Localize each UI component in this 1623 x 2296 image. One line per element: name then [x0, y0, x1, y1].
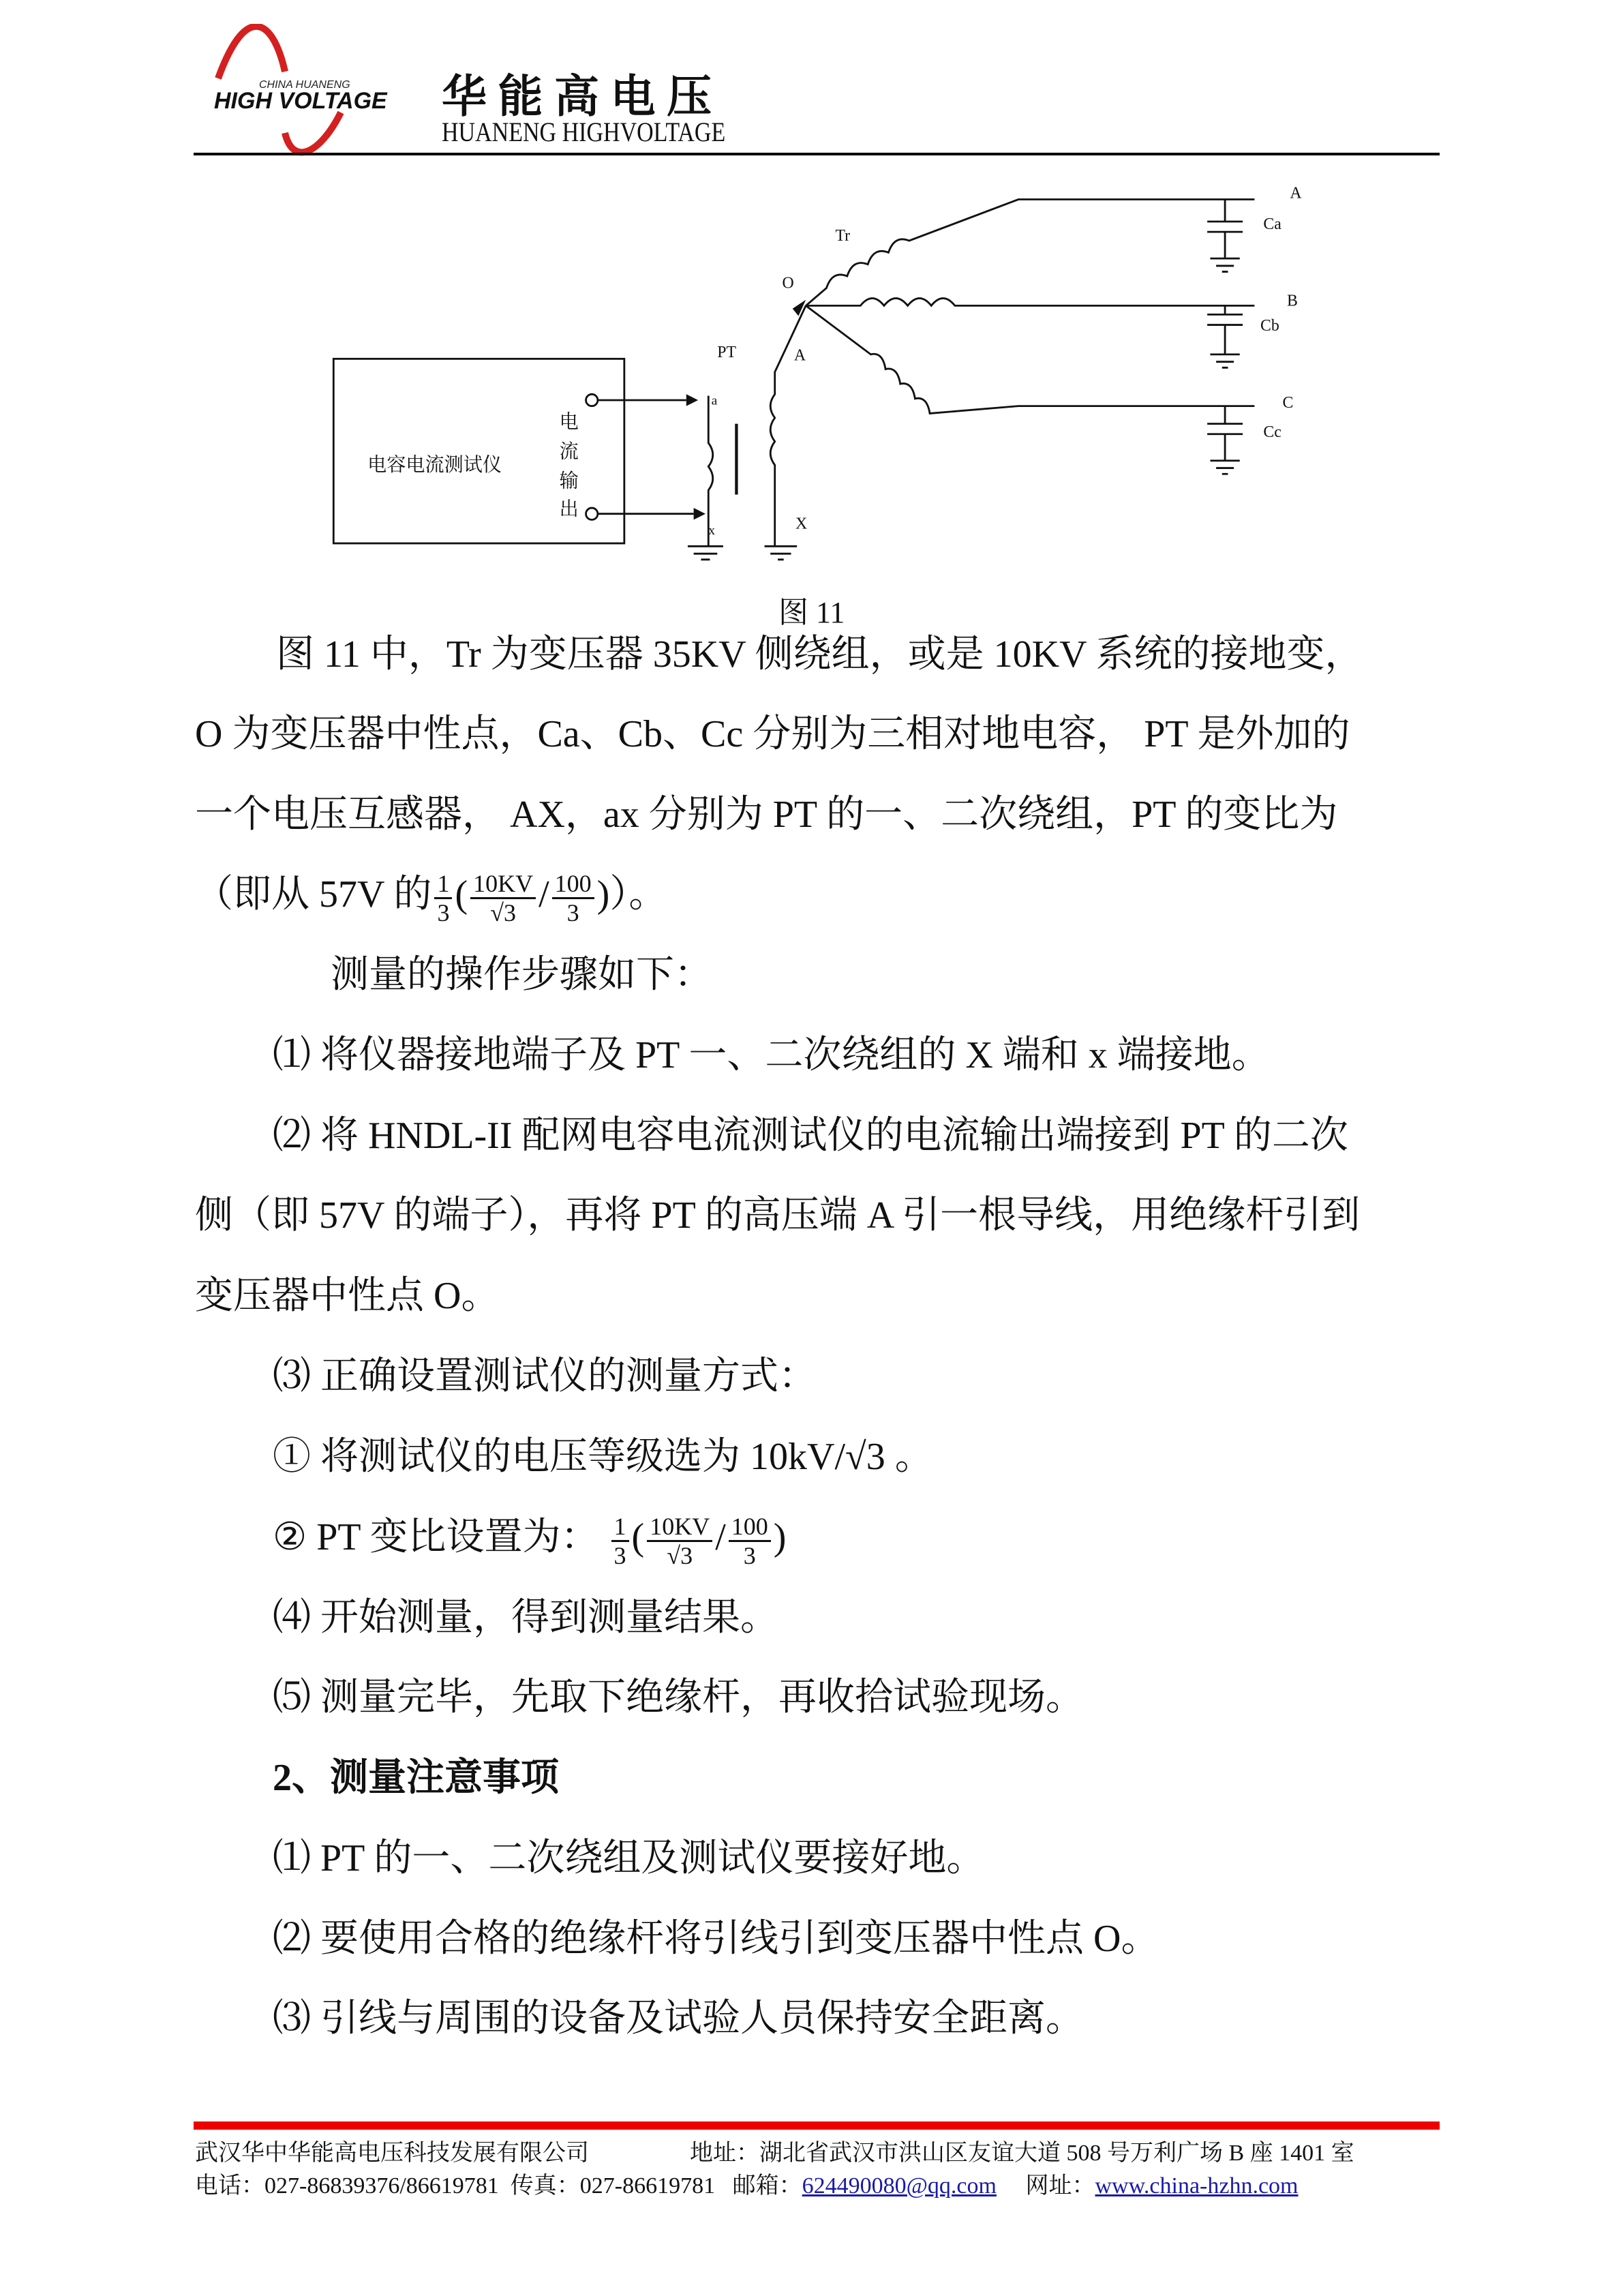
svg-text:PT: PT — [717, 344, 737, 362]
formula-coef: $\frac{1}{3}$ — [434, 870, 452, 926]
circuit-diagram — [295, 170, 1331, 569]
step-3-sub-2: ② PT 变比设置为： $\frac{1}{3}$ ( $\frac{10KV}{√3}$ / $\frac{100}{3}$ ) — [273, 1512, 787, 1569]
svg-text:A: A — [1290, 184, 1302, 202]
footer-fax: 传真：027-86619781 — [510, 2173, 716, 2199]
footer-rule — [194, 2121, 1440, 2130]
svg-text:A: A — [793, 346, 806, 365]
step-3-sub-1: ① 将测试仪的电压等级选为 10kV/√3 。 — [273, 1436, 933, 1478]
svg-text:电容电流测试仪: 电容电流测试仪 — [367, 454, 502, 476]
huaneng-logo — [204, 24, 429, 160]
step-2: 变压器中性点 O。 — [195, 1275, 500, 1317]
email-link[interactable]: 624490080@qq.com — [802, 2173, 997, 2199]
paragraph-line-formula: （即从 57V 的 $\frac{1}{3}$ ( $\frac{10KV}{√3}$ / $\frac{100}{3}$ )）。 — [195, 869, 667, 926]
company-title-cn: 华 能 高 电 压 — [442, 72, 712, 122]
svg-text:a: a — [711, 393, 718, 408]
svg-text:Ca: Ca — [1263, 215, 1281, 233]
note-2: ⑵ 要使用合格的绝缘杆将引线引到变压器中性点 O。 — [273, 1918, 1159, 1960]
steps-title: 测量的操作步骤如下： — [331, 954, 712, 996]
step-4: ⑷ 开始测量，得到测量结果。 — [273, 1597, 778, 1639]
svg-text:Cb: Cb — [1260, 317, 1279, 335]
step-1: ⑴ 将仪器接地端子及 PT 一、二次绕组的 X 端和 x 端接地。 — [273, 1034, 1270, 1076]
paragraph-line: 一个电压互感器， AX，ax 分别为 PT 的一、二次绕组，PT 的变比为 — [195, 794, 1338, 836]
figure-caption: 图 11 — [778, 596, 845, 629]
svg-text:流: 流 — [559, 441, 579, 463]
svg-text:出: 出 — [559, 498, 579, 520]
svg-text:Cc: Cc — [1263, 423, 1281, 442]
footer-phone: 电话：027-86839376/86619781 — [195, 2173, 499, 2199]
note-3: ⑶ 引线与周围的设备及试验人员保持安全距离。 — [273, 1997, 1084, 2040]
footer-address: 地址：湖北省武汉市洪山区友谊大道 508 号万利广场 B 座 1401 室 — [690, 2141, 1354, 2166]
header-rule — [194, 153, 1440, 155]
svg-text:x: x — [708, 524, 716, 539]
svg-text:X: X — [795, 515, 808, 533]
footer-contact: 电话：027-86839376/86619781 传真：027-86619781 邮箱：624490080@qq.com 网址：www.china-hzhn.com — [195, 2173, 1299, 2199]
paragraph-line: O 为变压器中性点，Ca、Cb、Cc 分别为三相对地电容， PT 是外加的 — [195, 713, 1350, 755]
svg-text:CHINA HUANENG: CHINA HUANENG — [259, 79, 350, 91]
svg-text:HIGH VOLTAGE: HIGH VOLTAGE — [214, 88, 387, 114]
svg-text:B: B — [1287, 292, 1298, 310]
svg-text:Tr: Tr — [835, 227, 851, 245]
section-heading: 2、测量注意事项 — [273, 1757, 559, 1799]
svg-text:电: 电 — [559, 412, 579, 434]
website-link[interactable]: www.china-hzhn.com — [1095, 2173, 1299, 2199]
instrument-box — [333, 359, 624, 543]
step-3: ⑶ 正确设置测试仪的测量方式： — [273, 1355, 817, 1398]
step-2: ⑵ 将 HNDL-II 配网电容电流测试仪的电流输出端接到 PT 的二次 — [273, 1115, 1348, 1157]
paragraph-line: 图 11 中，Tr 为变压器 35KV 侧绕组，或是 10KV 系统的接地变， — [276, 633, 1363, 676]
svg-text:C: C — [1282, 393, 1294, 412]
svg-text:输: 输 — [559, 470, 579, 492]
company-title-en: HUANENG HIGHVOLTAGE — [442, 117, 726, 147]
svg-text:O: O — [782, 274, 794, 292]
footer-company: 武汉华中华能高电压科技发展有限公司 — [195, 2141, 589, 2166]
note-1: ⑴ PT 的一、二次绕组及测试仪要接好地。 — [273, 1837, 985, 1879]
step-5: ⑸ 测量完毕，先取下绝缘杆，再收拾试验现场。 — [273, 1676, 1084, 1719]
step-2: 侧（即 57V 的端子），再将 PT 的高压端 A 引一根导线，用绝缘杆引到 — [195, 1194, 1361, 1237]
